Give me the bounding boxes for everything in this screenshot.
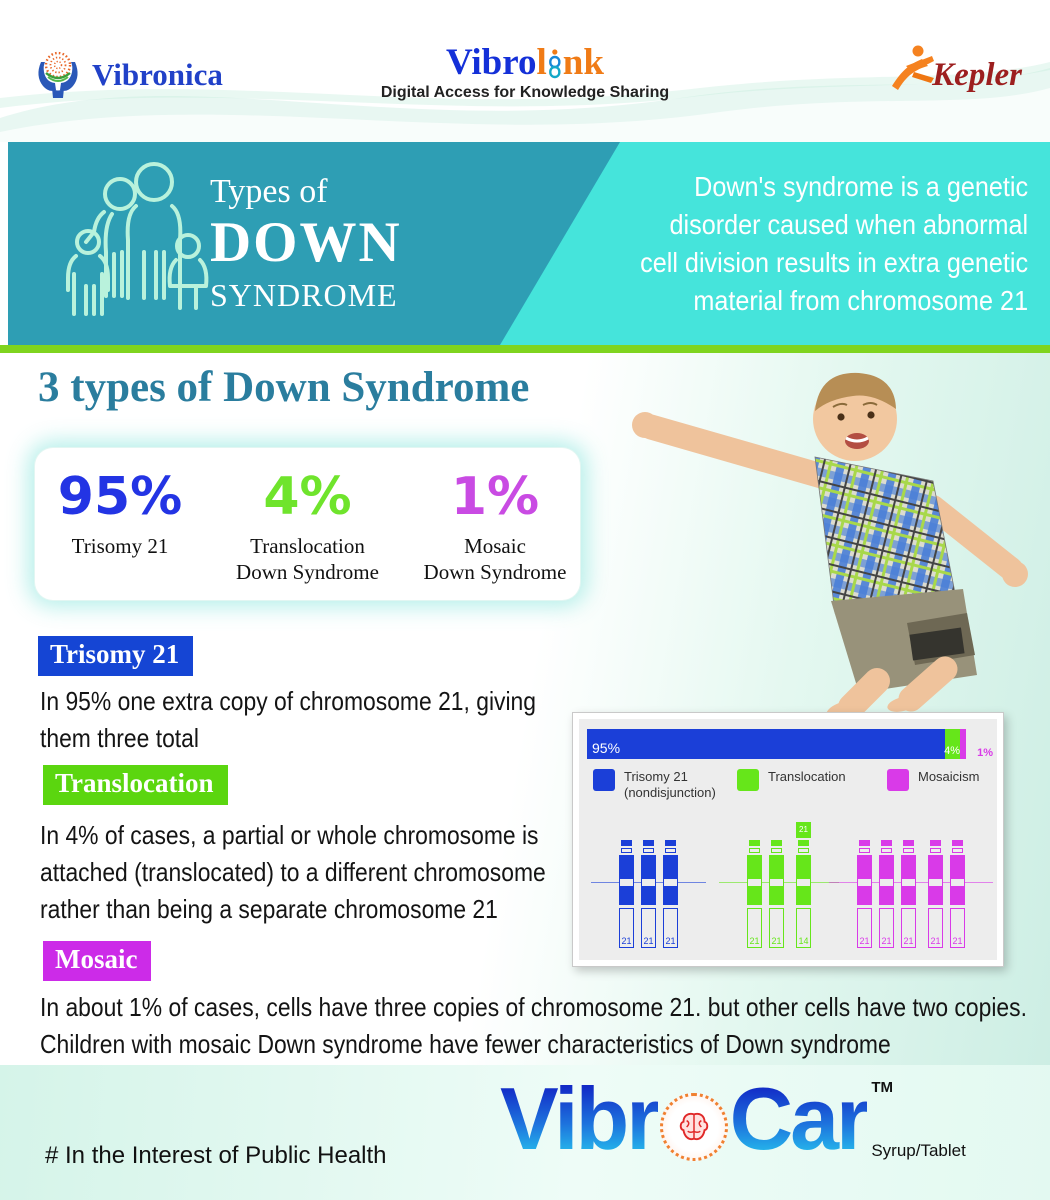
chromosome-group: [619, 840, 678, 948]
vibronica-logo: [30, 48, 223, 102]
chromosome: 21: [950, 840, 965, 948]
vibrolink-mid: l: [536, 42, 547, 83]
section-label-2: Mosaic: [43, 941, 151, 981]
family-outline-icon: [60, 156, 212, 326]
chromosome: 21: [879, 840, 894, 948]
section-label-1: Translocation: [43, 765, 228, 805]
paragraph-line: them three total: [40, 723, 199, 753]
stat-0: [35, 469, 205, 585]
banner-title-line2: DOWN: [210, 211, 402, 274]
header: [0, 0, 1050, 142]
vibrocar-side: [871, 1071, 966, 1167]
legend-label-line: Trisomy 21: [624, 769, 688, 784]
vibrolink-tagline: Digital Access for Knowledge Sharing: [380, 84, 670, 101]
vibronica-name: Vibronica: [92, 57, 223, 92]
legend-label: [624, 769, 716, 801]
banner-description: [640, 168, 1028, 320]
chart-legend: [589, 767, 991, 815]
chromosome: 21: [747, 840, 762, 948]
stat-label-line: Translocation: [250, 534, 365, 558]
stat-label-line: Trisomy 21: [71, 534, 169, 558]
paragraph-line: In about 1% of cases, cells have three copies of chromosome 21. but other cells have two copies.: [40, 992, 1027, 1022]
banner-title-line3: SYNDROME: [210, 277, 398, 313]
legend-label-line: Mosaicism: [918, 769, 980, 784]
chromosome: 21: [928, 840, 943, 948]
chain-link-icon: [548, 49, 562, 79]
legend-label: [768, 769, 846, 791]
stat-label-line: Mosaic: [464, 534, 526, 558]
brain-in-circle-icon: [660, 1093, 728, 1161]
stat-label-line: Down Syndrome: [236, 560, 379, 584]
legend-swatch: [593, 769, 615, 791]
vibrolink-suffix: nk: [562, 42, 604, 83]
paragraph-line: In 4% of cases, a partial or whole chromosome is: [40, 820, 539, 850]
bar-segment-translocation: [945, 729, 960, 759]
legend-item-translocation: [737, 769, 846, 791]
paragraph-line: attached (translocated) to a different chromosome: [40, 857, 546, 887]
vibrocar-text-right: Car: [729, 1069, 868, 1168]
bar-segment-mosaicism: [960, 729, 966, 759]
bar-segment-trisomy: [587, 729, 945, 759]
page-title: 3 types of Down Syndrome: [38, 364, 530, 411]
banner-desc-line: cell division results in extra genetic: [640, 247, 1028, 278]
chromosome: 21: [857, 840, 872, 948]
vibrocar-subtitle: Syrup/Tablet: [871, 1141, 966, 1160]
chromosome: 21: [619, 840, 634, 948]
chromosome: 21: [641, 840, 656, 948]
stacked-bar: [587, 729, 969, 759]
green-divider: [0, 345, 1050, 353]
legend-label-line: Translocation: [768, 769, 846, 784]
stat-1: [205, 469, 410, 585]
chromosome: 21 14: [796, 822, 811, 948]
section-text-2: [40, 989, 1027, 1063]
legend-item-mosaicism: [887, 769, 979, 791]
banner-desc-line: disorder caused when abnormal: [669, 209, 1028, 240]
vibrolink-prefix: Vibro: [446, 42, 537, 83]
kepler-logo: [888, 44, 1022, 94]
legend-item-trisomy: [593, 769, 716, 801]
kepler-name: Kepler: [932, 57, 1022, 93]
legend-swatch: [737, 769, 759, 791]
stats-card: [35, 448, 580, 600]
legend-label: [918, 769, 979, 791]
stat-label: [410, 533, 580, 585]
chart-card: [572, 712, 1004, 967]
paragraph-line: Children with mosaic Down syndrome have fewer characteristics of Down syndrome: [40, 1029, 891, 1059]
legend-swatch: [887, 769, 909, 791]
section-text-1: [40, 817, 546, 928]
footer: [0, 1065, 1050, 1200]
chromosome-group: [747, 822, 811, 948]
bar-value-label: 4%: [944, 745, 960, 757]
banner-desc-line: material from chromosome 21: [693, 285, 1028, 316]
stat-value: 1%: [450, 467, 540, 527]
hands-holding-globe-icon: [30, 48, 86, 102]
chart-panel: [579, 719, 997, 960]
chromosome: 21: [901, 840, 916, 948]
chromosome-diagram: [579, 814, 997, 952]
chromosome-group: [857, 840, 965, 948]
stat-label-line: Down Syndrome: [423, 560, 567, 584]
chromosome: 21: [663, 840, 678, 948]
bar-value-label: 95%: [592, 740, 621, 756]
vibrocar-logo: [500, 1071, 966, 1167]
banner-title: [210, 172, 402, 316]
banner-desc-line: Down's syndrome is a genetic: [694, 171, 1028, 202]
section-text-0: [40, 683, 536, 757]
banner-title-line1: Types of: [210, 173, 328, 210]
vibrocar-text-left: Vibr: [500, 1069, 658, 1168]
vibrolink-logo: [381, 44, 669, 102]
bar-value-label-outside: 1%: [977, 747, 993, 759]
chromosome: 21: [769, 840, 784, 948]
stat-label: [35, 533, 205, 559]
stat-value: 95%: [57, 467, 183, 527]
title-banner: [8, 142, 1050, 345]
paragraph-line: rather than being a separate chromosome 21: [40, 894, 498, 924]
legend-label-line: (nondisjunction): [624, 785, 716, 800]
trademark-label: TM: [871, 1079, 893, 1096]
stat-2: [410, 469, 580, 585]
paragraph-line: In 95% one extra copy of chromosome 21, giving: [40, 686, 537, 716]
stat-value: 4%: [263, 467, 352, 527]
footer-hashtag: # In the Interest of Public Health: [45, 1142, 387, 1169]
section-label-0: Trisomy 21: [38, 636, 193, 676]
boy-photo: [615, 355, 1050, 717]
stat-label: [205, 533, 410, 585]
main-content: [0, 353, 1050, 1065]
